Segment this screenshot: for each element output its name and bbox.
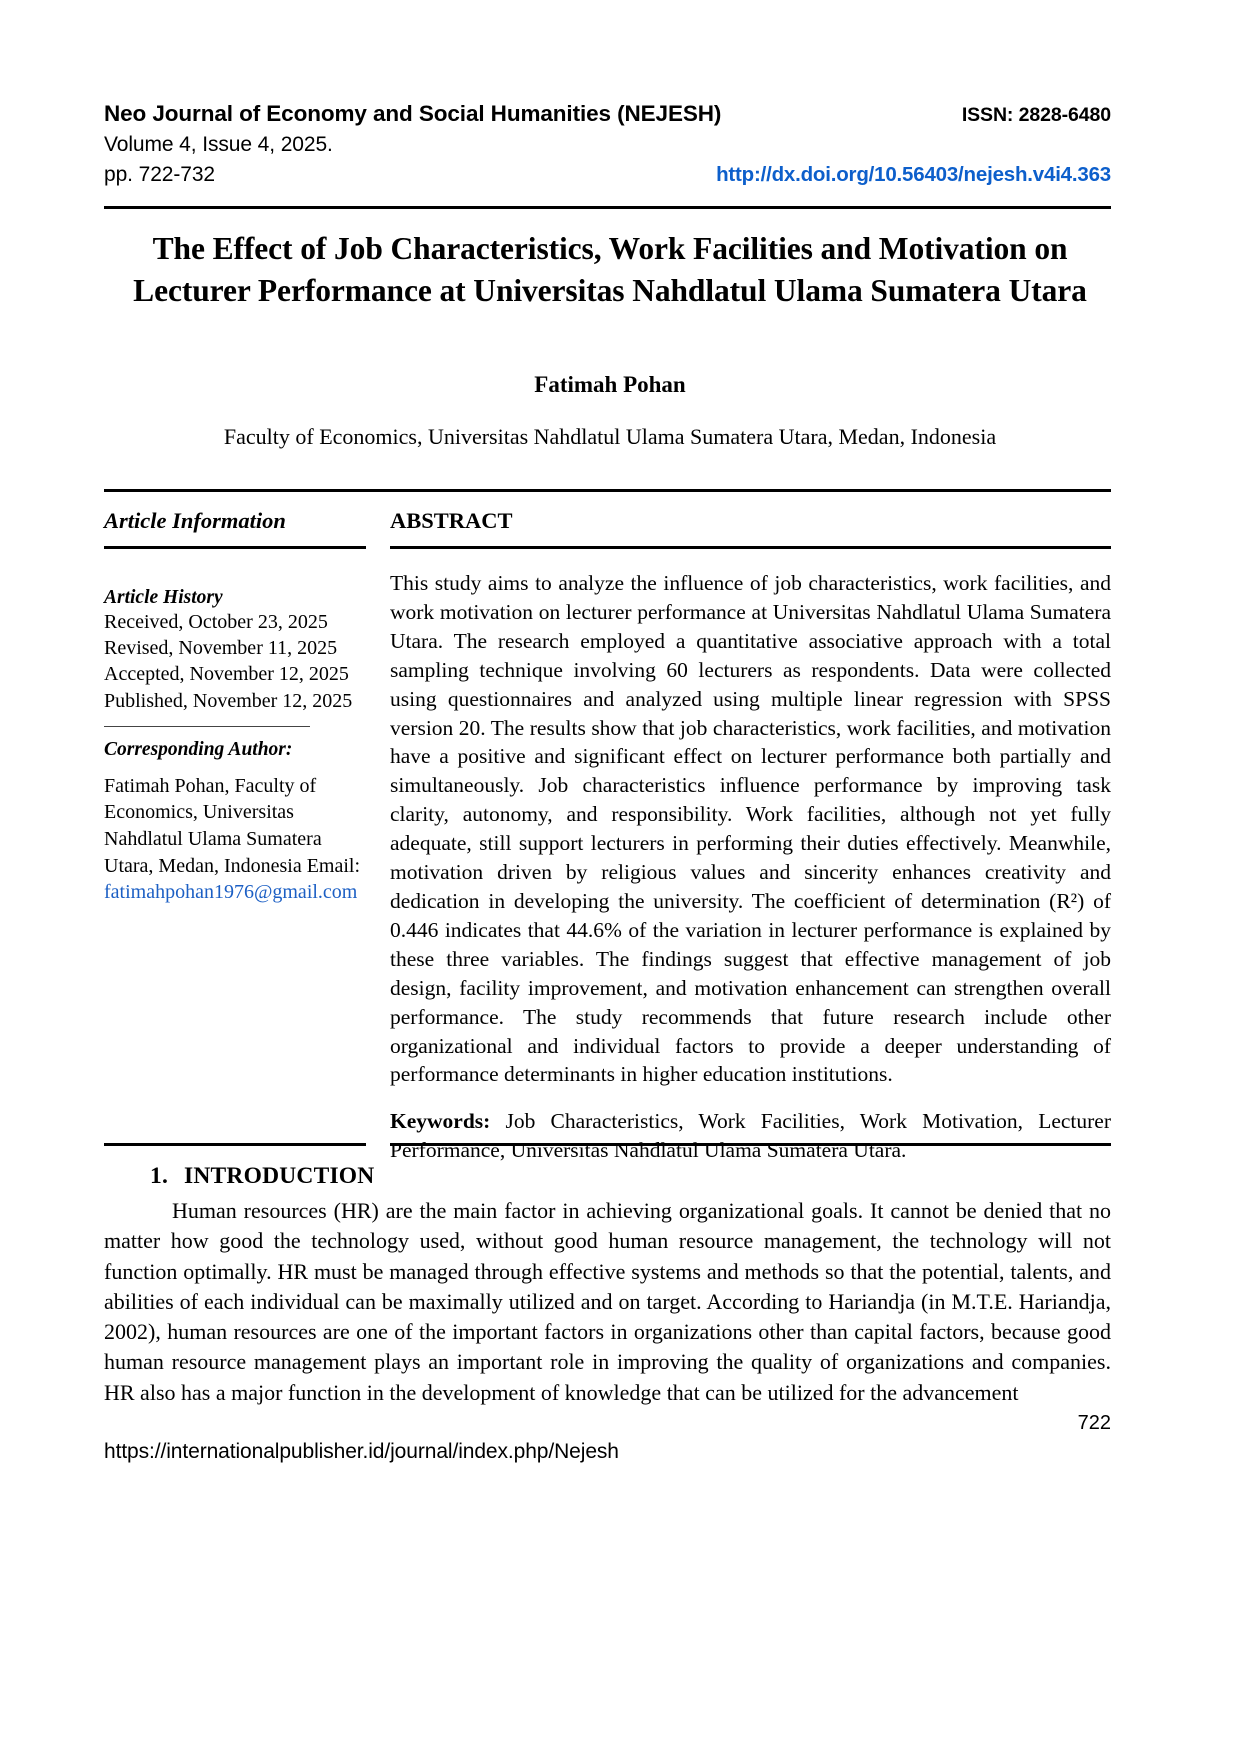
keywords-text: Job Characteristics, Work Facilities, Work Motivation, Lecturer Performance, Universitas Nahdlatul Ulama Sumatera Utara.: [390, 1109, 1111, 1163]
corresponding-author-email-link[interactable]: fatimahpohan1976@gmail.com: [104, 881, 358, 904]
corresponding-author-heading: Corresponding Author:: [104, 738, 293, 760]
article-history-received: Received, October 23, 2025: [104, 611, 328, 633]
article-information-heading: Article Information: [104, 508, 286, 533]
issn-label: ISSN: 2828-6480: [961, 104, 1111, 126]
volume-issue-label: Volume 4, Issue 4, 2025.: [104, 132, 333, 156]
keywords-block: [390, 1107, 1111, 1165]
page-number: 722: [1077, 1412, 1111, 1434]
page-range-label: pp. 722-732: [104, 163, 215, 187]
author-name: Fatimah Pohan: [534, 372, 686, 397]
author-affiliation: Faculty of Economics, Universitas Nahdlatul Ulama Sumatera Utara, Medan, Indonesia: [223, 424, 997, 449]
introduction-paragraph: Human resources (HR) are the main factor in achieving organizational goals. It cannot be denied that no matter how good the technology used, without good human resource management, the technology will not function optimally. HR must be managed through effective systems and methods so that the potential, talents, and abilities of each individual can be maximally utilized and on target. According to Hariandja (in M.T.E. Hariandja, 2002), human resources are one of the important factors in organizations other than capital factors, because good human resource management plays an important role in improving the quality of organizations and companies. HR also has a major function in the development of knowledge that can be utilized for the advancement: [104, 1198, 1111, 1405]
abstract-heading-divider: [390, 546, 1111, 549]
keywords-label: Keywords:: [390, 1109, 491, 1134]
masthead-divider: [104, 206, 1111, 209]
journal-masthead: [104, 98, 1111, 190]
introduction-number: 1.: [150, 1163, 169, 1189]
masthead-title-row: [104, 98, 1111, 130]
introduction-heading: [150, 1163, 374, 1190]
introduction-heading-label: INTRODUCTION: [184, 1163, 375, 1189]
article-information-bottom-divider: [104, 1143, 366, 1146]
abstract-bottom-divider: [390, 1143, 1111, 1146]
masthead-pages-row: [104, 160, 1111, 190]
article-history-accepted: Accepted, November 12, 2025: [104, 663, 349, 686]
article-history-revised: Revised, November 11, 2025: [104, 637, 338, 660]
journal-footer-url[interactable]: https://internationalpublisher.id/journal/index.php/Nejesh: [104, 1440, 619, 1463]
page-title: The Effect of Job Characteristics, Work Facilities and Motivation on Lecturer Performance at Universitas Nahdlatul Ulama Sumatera Utara: [133, 231, 1087, 309]
article-history-published: Published, November 12, 2025: [104, 689, 353, 712]
article-history-divider: [104, 726, 310, 727]
article-information-heading-divider: [104, 546, 366, 549]
corresponding-author-details: Fatimah Pohan, Faculty of Economics, Universitas Nahdlatul Ulama Sumatera Utara, Medan, Indonesia Email:: [104, 774, 361, 877]
doi-link[interactable]: http://dx.doi.org/10.56403/nejesh.v4i4.363: [716, 163, 1111, 187]
abstract-section-top-divider: [104, 489, 1111, 492]
article-information-column: [104, 500, 366, 906]
article-history-heading: Article History: [104, 587, 223, 608]
abstract-body-text: This study aims to analyze the influence of job characteristics, work facilities, and work motivation on lecturer performance at Universitas Nahdlatul Ulama Sumatera Utara. The research employed a quantitative associative approach with a total sampling technique involving 60 lecturers as respondents. Data were collected using questionnaires and analyzed using multiple linear regression with SPSS version 20. The results show that job characteristics, work facilities, and motivation have a positive and significant effect on lecturer performance both partially and simultaneously. Job characteristics influence performance by improving task clarity, autonomy, and responsibility. Work facilities, although not yet fully adequate, still support lecturers in performing their duties effectively. Meanwhile, motivation driven by religious values and sincerity enhances creativity and dedication in developing the university. The coefficient of determination (R²) of 0.446 indicates that 44.6% of the variation in lecturer performance is explained by these three variables. The findings suggest that effective management of job design, facility improvement, and motivation enhancement can strengthen overall performance. The study recommends that future research include other organizational and individual factors to provide a deeper understanding of performance determinants in higher education institutions.: [390, 571, 1111, 1087]
abstract-heading: ABSTRACT: [390, 508, 513, 533]
journal-name: Neo Journal of Economy and Social Humanities (NEJESH): [104, 101, 722, 126]
abstract-column: [390, 500, 1111, 1165]
